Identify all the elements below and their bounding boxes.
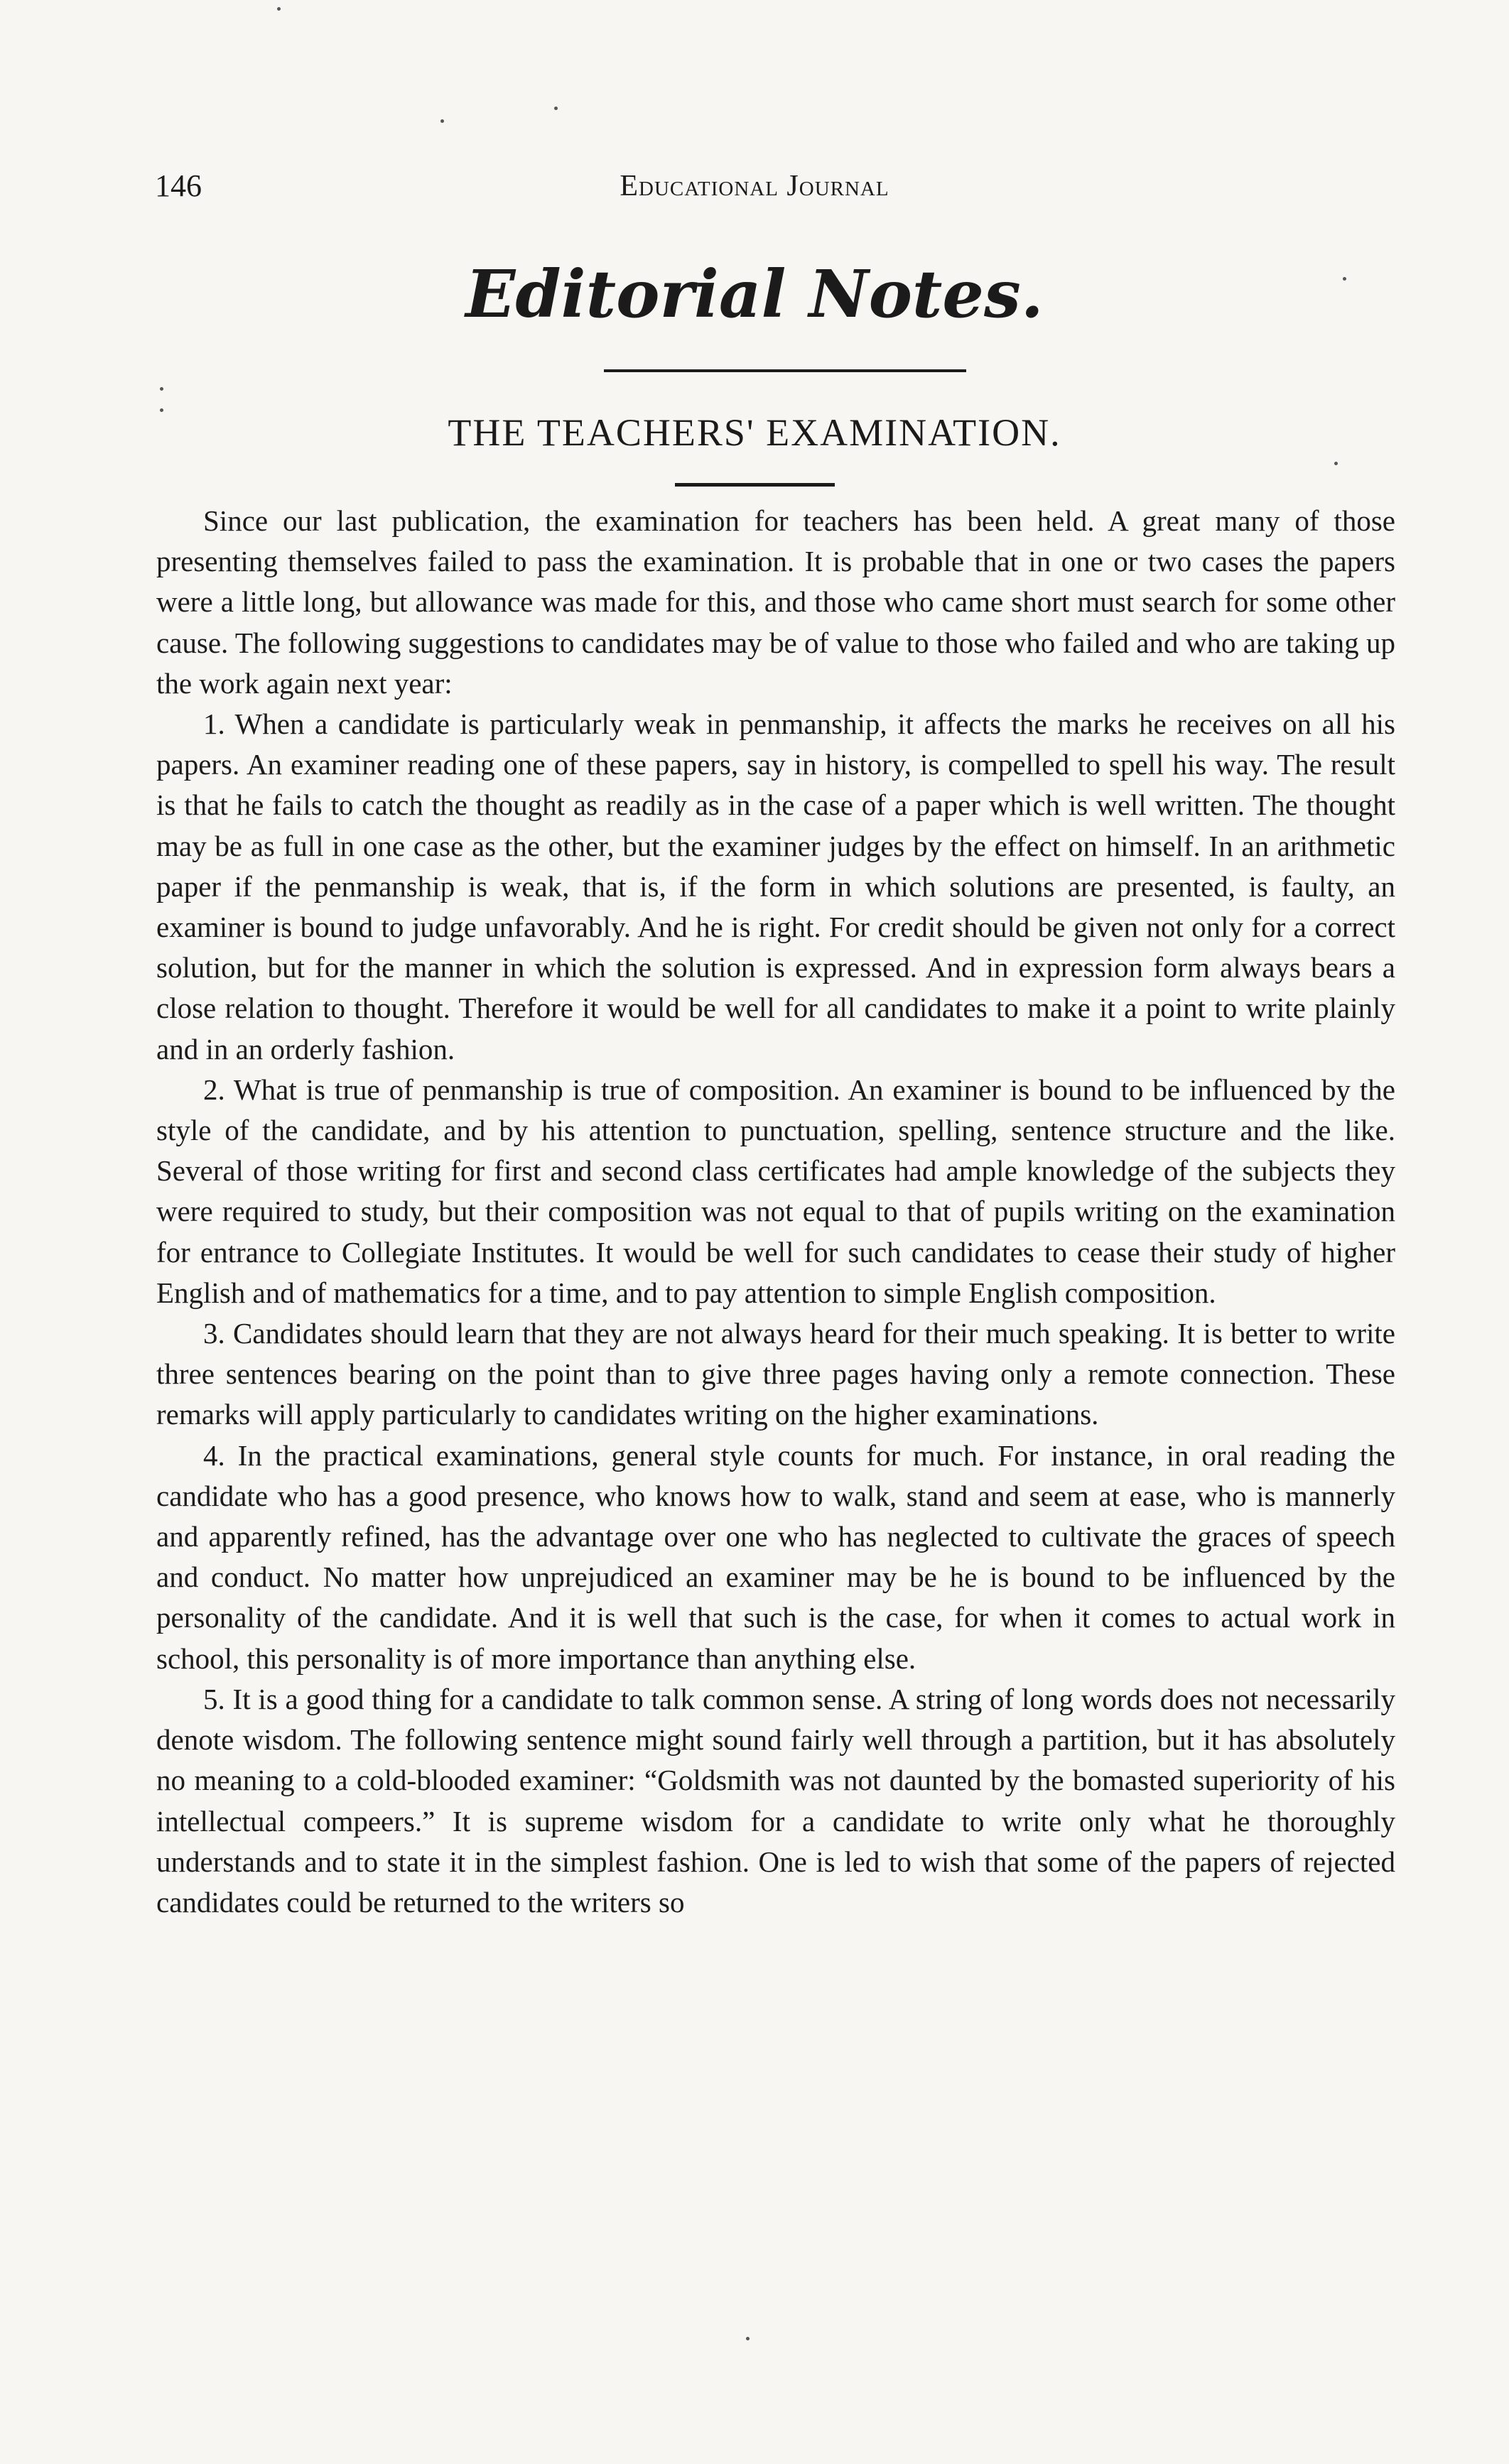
- scan-speck: [746, 2337, 750, 2340]
- title-divider: [604, 369, 966, 372]
- scan-speck: [1334, 462, 1338, 465]
- paragraph-5: 5. It is a good thing for a candidate to talk common sense. A string of long words does not necessarily denote wisdom. The following sentence might sound fairly well through a partition, but it has absolutely no meaning to a cold-blooded examiner: “Goldsmith was not daunted by the bomasted superiority of his intellectual compeers.” It is supreme wisdom for a candidate to write only what he thoroughly understands and to state it in the simplest fashion. One is led to wish that some of the papers of rejected candidates could be returned to the writers so: [156, 1682, 1395, 1918]
- page-number: 146: [155, 168, 202, 203]
- paragraph-2: 2. What is true of penmanship is true of composition. An examiner is bound to be influenced by the style of the candidate, and by his attention to punctuation, spelling, sentence structure and the like. Several of those writing for first and second class certificates had ample knowledge of the subjects they were required to study, but their composition was not equal to that of pupils writing on the examination for entrance to Collegiate Institutes. It would be well for such candidates to cease their study of higher English and of mathematics for a time, and to pay attention to simple English composition.: [156, 1073, 1395, 1309]
- scan-speck: [440, 119, 444, 123]
- section-title: Editorial Notes.: [465, 256, 1044, 332]
- paragraph-1: 1. When a candidate is particularly weak in penmanship, it affects the marks he receives on all his papers. An examiner reading one of these papers, say in history, is compelled to spell his way. The result is that he fails to catch the thought as readily as in the case of a paper which is well written. The thought may be as full in one case as the other, but the examiner judges by the effect on himself. In an arithmetic paper if the penmanship is weak, that is, if the form in which solutions are presented, is faulty, an examiner is bound to judge unfavorably. And he is right. For credit should be given not only for a correct solution, but for the manner in which the solution is expressed. And in expression form always bears a close relation to thought. Therefore it would be well for all candidates to make it a point to write plainly and in an orderly fashion.: [156, 707, 1395, 1065]
- paragraph-4: 4. In the practical examinations, general style counts for much. For instance, in oral reading the candidate who has a good presence, who knows how to walk, stand and seem at ease, who is mannerly and apparently refined, has the advantage over one who has neglected to cultivate the graces of speech and conduct. No matter how unprejudiced an examiner may be he is bound to be influenced by the personality of the candidate. And it is well that such is the case, for when it comes to actual work in school, this personality is of more importance than anything else.: [156, 1438, 1395, 1675]
- article-body: [156, 501, 1395, 1923]
- scan-speck: [1343, 277, 1346, 281]
- paragraph-intro: Since our last publication, the examination for teachers has been held. A great many of those presenting themselves failed to pass the examination. It is probable that in one or two cases the papers were a little long, but allowance was made for this, and those who came short must search for some other cause. The following suggestions to candidates may be of value to those who failed and who are taking up the work again next year:: [156, 504, 1395, 700]
- scan-speck: [160, 408, 163, 412]
- scan-speck: [160, 387, 163, 391]
- running-head: [0, 168, 1509, 210]
- journal-name: Educational Journal: [620, 170, 889, 202]
- scan-speck: [277, 7, 281, 11]
- article-divider: [675, 483, 835, 487]
- article-title: THE TEACHERS' EXAMINATION.: [448, 411, 1061, 454]
- scan-speck: [554, 107, 558, 110]
- paragraph-3: 3. Candidates should learn that they are not always heard for their much speaking. It is better to write three sentences bearing on the point than to give three pages having only a remote connection. These remarks will apply particularly to candidates writing on the higher examinations.: [156, 1317, 1395, 1431]
